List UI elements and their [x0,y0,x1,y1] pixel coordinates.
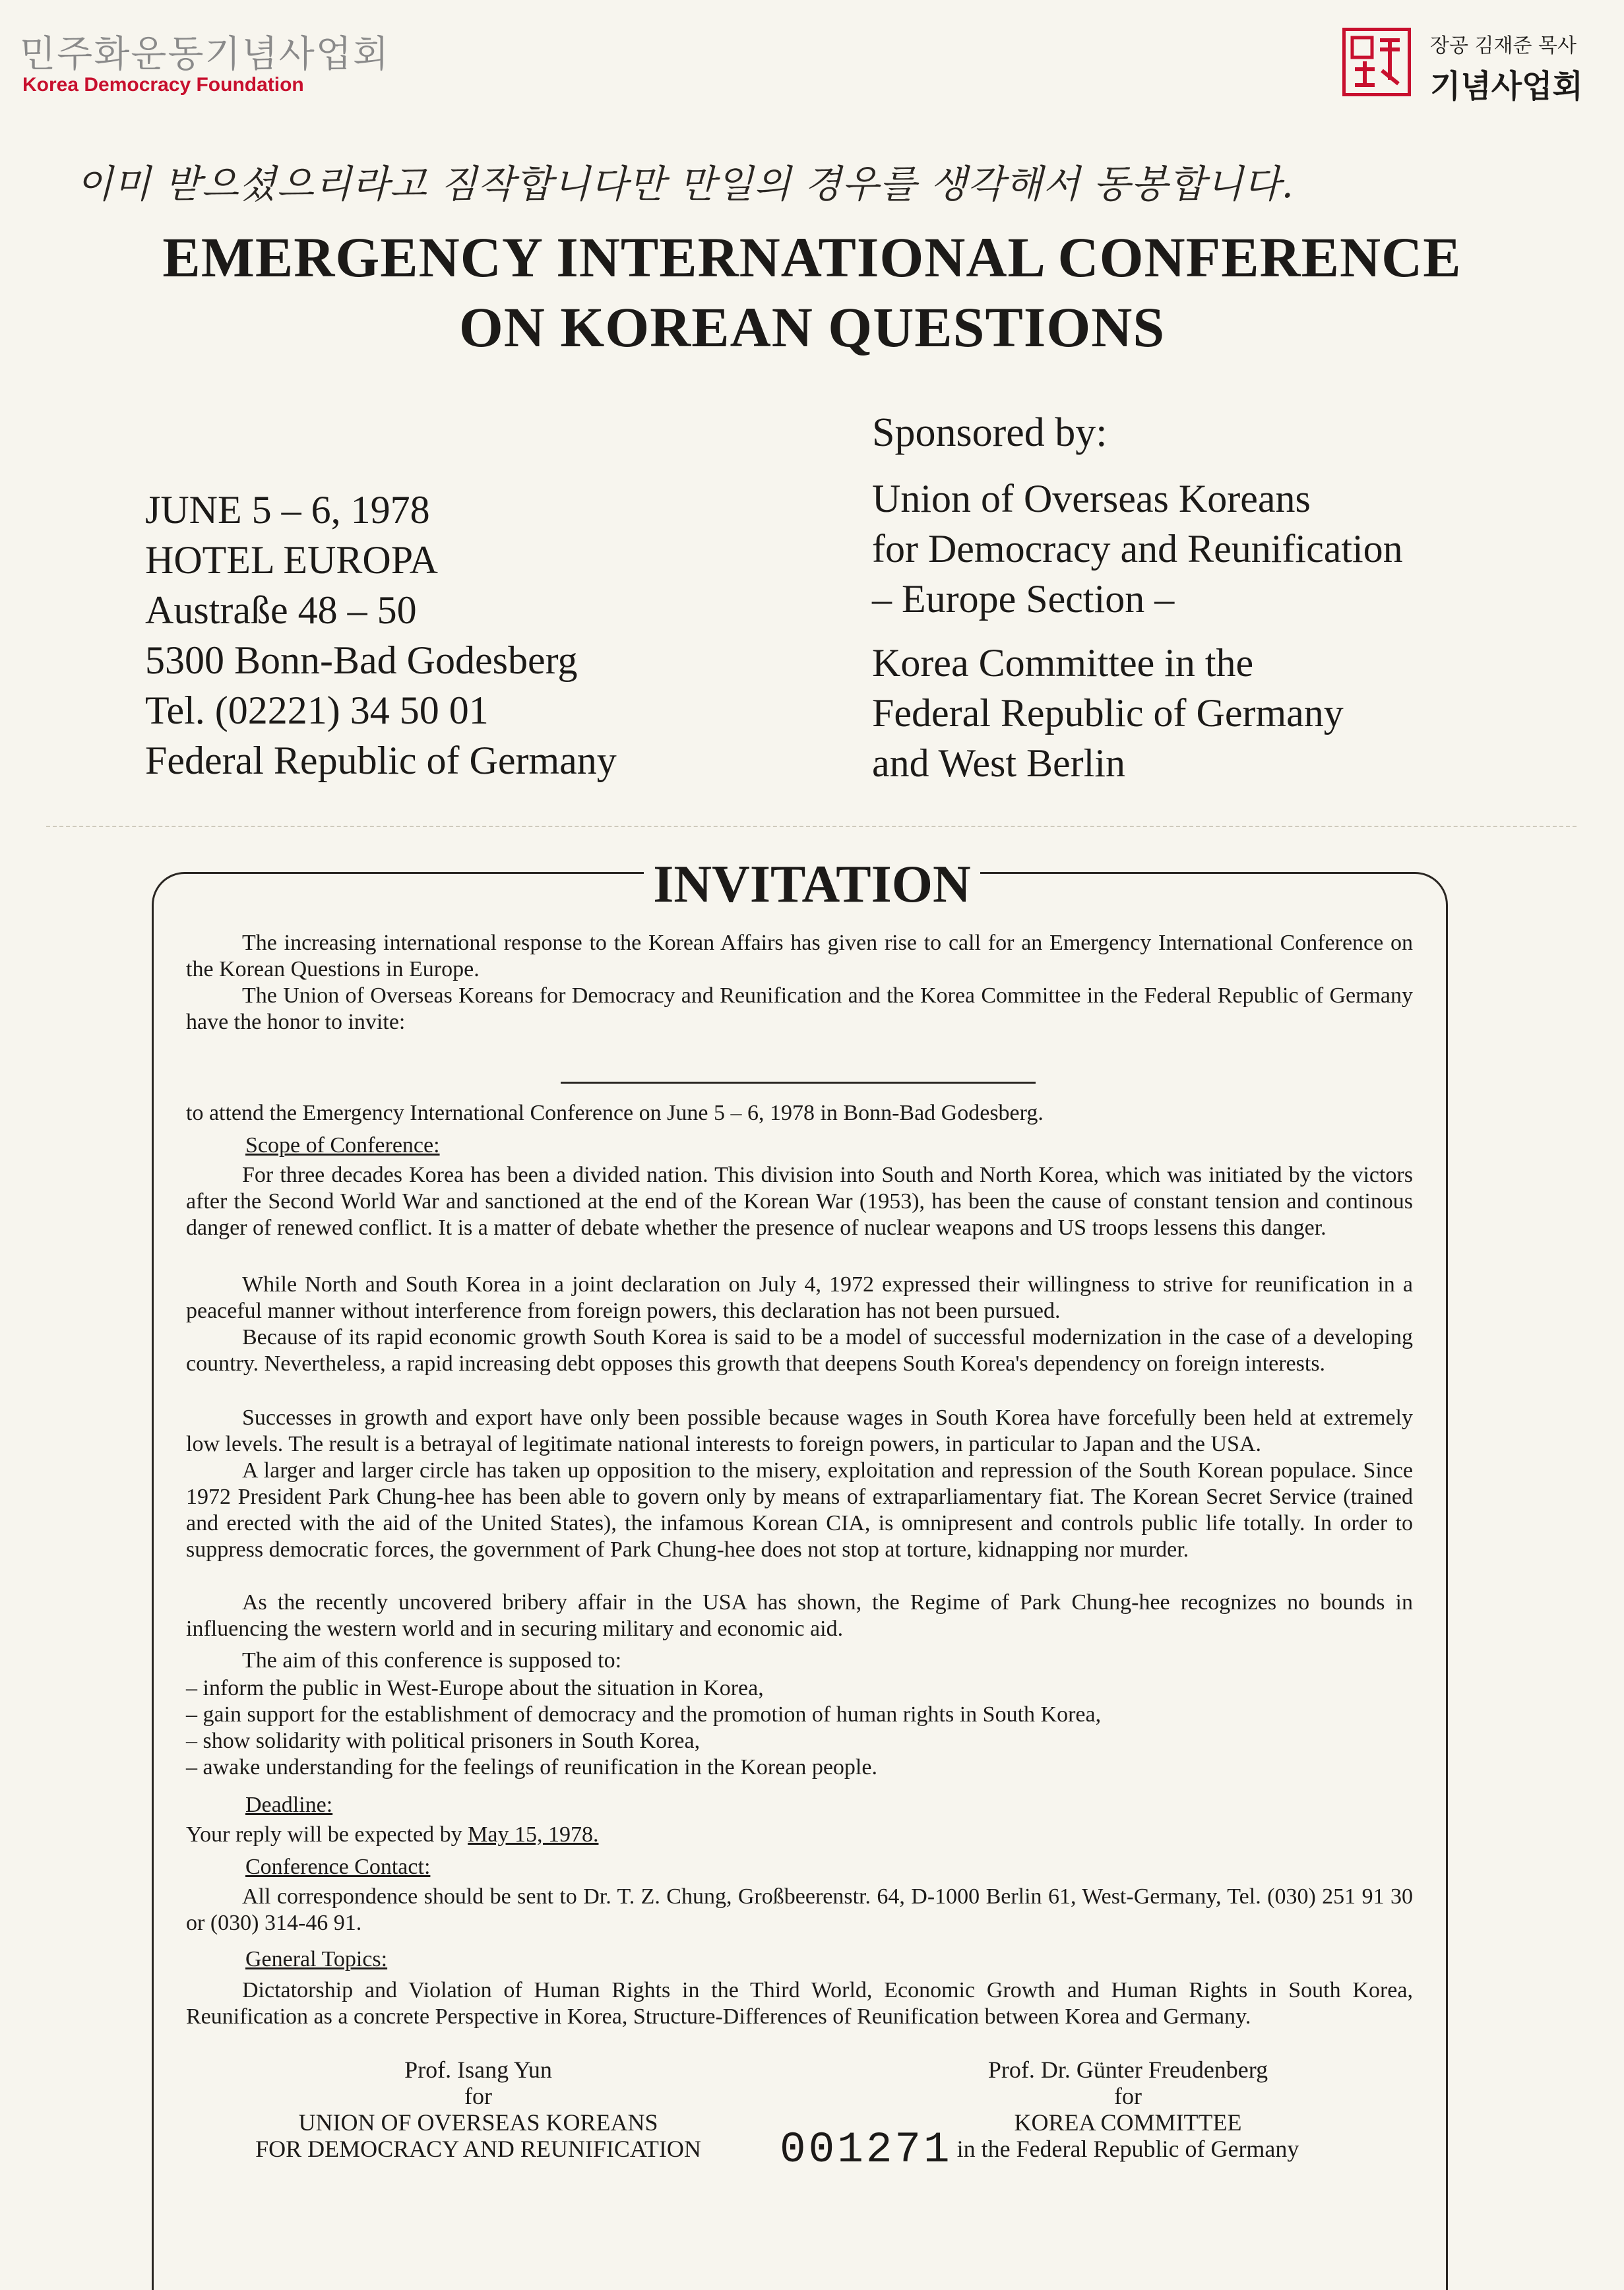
sponsor-line: Union of Overseas Koreans [872,477,1311,520]
deadline-sentence [186,1822,1413,1848]
address-line: Federal Republic of Germany [145,739,617,782]
invitation-title-text: INVITATION [644,855,980,913]
document-title-line-2: ON KOREAN QUESTIONS [458,295,1166,359]
sponsor-line: and West Berlin [872,741,1125,785]
contact-heading: Conference Contact: [245,1855,431,1879]
scope-paragraph: Successes in growth and export have only been possible because wages in South Korea have forcefully been held at extremely low levels. The result is a betrayal of legitimate national interests to foreign powers, in particular to Japan and the USA. [186,1406,1413,1456]
address-line: HOTEL EUROPA [145,538,438,582]
sponsor-line: – Europe Section – [872,577,1175,621]
sponsor-committee [872,638,1344,788]
invitee-name-blank [561,1082,1036,1084]
signatory-org: in the Federal Republic of Germany [956,2136,1299,2162]
venue-address [145,485,617,786]
scope-heading: Scope of Conference: [245,1133,440,1158]
foundation-logo-korean: 민주화운동기념사업회 [20,33,390,76]
invitation-title [0,855,1624,915]
scope-paragraph: For three decades Korea has been a divided nation. This division into South and North Korea, which was initiated by the victors after the Second World War and sanctioned at the end of the Korean War (1953), has been the cause of constant tension and continous danger of renewed conflict. It is a matter of debate whether the presence of nuclear weapons and US troops lessens this danger. [186,1163,1413,1240]
scope-paragraph: As the recently uncovered bribery affair in the USA has shown, the Regime of Park Chung-hee recognizes no bounds in influencing the western world and in securing military and economic aid. [186,1590,1413,1641]
signatory-name: Prof. Isang Yun [404,2057,552,2083]
deadline-date: May 15, 1978. [468,1822,599,1847]
signatory-for: for [1114,2083,1142,2109]
topics-heading: General Topics: [245,1947,388,1971]
topics-paragraph: Dictatorship and Violation of Human Rights in the Third World, Economic Growth and Human Rights in South Korea, Reunification as a concrete Perspective in Korea, Structure-Differences of Reunification between Korea and Germany. [186,1978,1413,2029]
signatory-org: FOR DEMOCRACY AND REUNIFICATION [255,2136,701,2162]
signatory-org: UNION OF OVERSEAS KOREANS [298,2109,658,2136]
aim-item: – awake understanding for the feelings of reunification in the Korean people. [186,1755,877,1779]
intro-paragraph: The Union of Overseas Koreans for Democracy and Reunification and the Korea Committee in the Federal Republic of Germany have the honor to invite: [186,983,1413,1034]
aim-item: – show solidarity with political prisoners in South Korea, [186,1729,701,1753]
signature-block-committee [937,2057,1319,2162]
signatory-name: Prof. Dr. Günter Freudenberg [987,2057,1268,2083]
signatory-org: KOREA COMMITTEE [1014,2109,1242,2136]
address-line: 5300 Bonn-Bad Godesberg [145,638,578,682]
deadline-prefix: Your reply will be expected by [186,1822,462,1847]
seal-logo-icon [1342,28,1411,96]
address-line: Austraße 48 – 50 [145,588,417,632]
memorial-name-top: 장공 김재준 목사 [1430,34,1577,57]
handwritten-note: 이미 받으셨으리라고 짐작합니다만 만일의 경우를 생각해서 동봉합니다. [76,162,1294,206]
aim-intro: The aim of this conference is supposed to: [242,1648,622,1673]
serial-number: 001271 [780,2125,953,2175]
deadline-heading: Deadline: [245,1793,333,1817]
memorial-name-bottom: 기념사업회 [1430,68,1583,105]
signatory-for: for [464,2083,492,2109]
aim-list [186,1675,1413,1781]
attend-sentence: to attend the Emergency International Conference on June 5 – 6, 1978 in Bonn-Bad Godesberg. [186,1101,1044,1125]
sponsor-line: for Democracy and Reunification [872,527,1403,571]
aim-item: – gain support for the establishment of democracy and the promotion of human rights in South Korea, [186,1702,1102,1727]
sponsor-label: Sponsored by: [872,410,1108,455]
address-line: JUNE 5 – 6, 1978 [145,488,430,532]
sponsor-line: Korea Committee in the [872,641,1254,685]
sponsor-union [872,474,1403,624]
intro-paragraph: The increasing international response to the Korean Affairs has given rise to call for an Emergency International Conference on the Korean Questions in Europe. [186,931,1413,981]
contact-paragraph: All correspondence should be sent to Dr. T. Z. Chung, Großbeerenstr. 64, D-1000 Berlin 61, West-Germany, Tel. (030) 251 91 30 or (030) 314-46 91. [186,1884,1413,1935]
address-line: Tel. (02221) 34 50 01 [145,689,489,732]
document-title-line-1: EMERGENCY INTERNATIONAL CONFERENCE [162,226,1462,289]
signature-block-union [218,2057,739,2162]
scope-paragraph: Because of its rapid economic growth South Korea is said to be a model of successful modernization in the case of a developing country. Nevertheless, a rapid increasing debt opposes this growth that deepens South Korea's dependency on foreign interests. [186,1325,1413,1376]
foundation-logo-english: Korea Democracy Foundation [22,74,304,96]
sponsor-line: Federal Republic of Germany [872,691,1344,735]
scope-paragraph: A larger and larger circle has taken up opposition to the misery, exploitation and repression of the South Korean populace. Since 1972 President Park Chung-hee has been able to govern only by means of extraparliamentary fiat. The Korean Secret Service (trained and erected with the aid of the United States), the infamous Korean CIA, is omnipresent and controls public life totally. In order to suppress democratic forces, the government of Park Chung-hee does not stop at torture, kidnapping nor murder. [186,1458,1413,1562]
fold-line-divider [46,826,1577,827]
scope-paragraph: While North and South Korea in a joint declaration on July 4, 1972 expressed their willingness to strive for reunification in a peaceful manner without interference from foreign powers, this declaration has not been pursued. [186,1272,1413,1323]
aim-item: – inform the public in West-Europe about the situation in Korea, [186,1676,764,1700]
